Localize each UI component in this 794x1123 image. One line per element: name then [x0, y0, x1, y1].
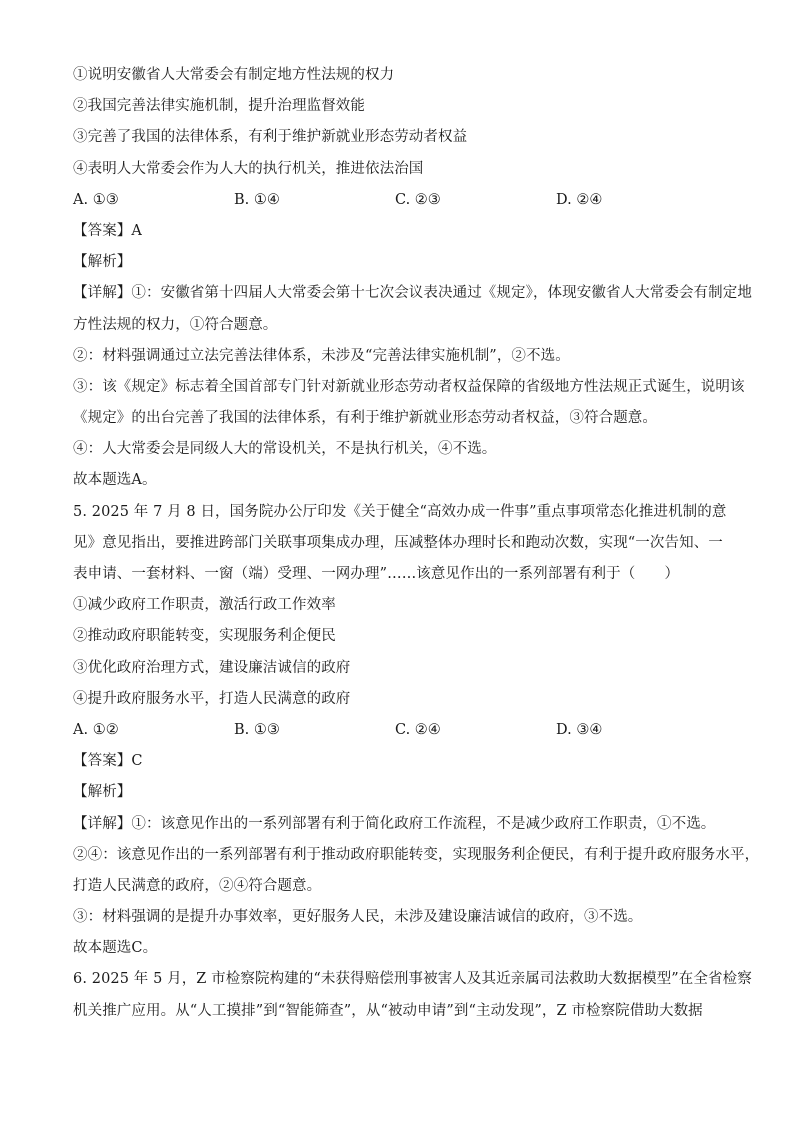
answer-options	[73, 185, 733, 216]
document-page	[73, 60, 760, 1027]
option-b: B. ①④	[234, 191, 280, 208]
question-stem: 机关推广应用。从“人工摸排”到“智能筛查”，从“被动申请”到“主动发现”，Z 市检察院借助大数据	[73, 1002, 703, 1019]
question-stem: 表申请、一套材料、一窗（端）受理、一网办理”……该意见作出的一系列部署有利于（ ）	[73, 566, 680, 582]
question-5	[73, 497, 760, 965]
answer-line: 【答案】A	[73, 222, 142, 239]
option-d: D. ②④	[556, 191, 603, 208]
question-stem: 6. 2025 年 5 月，Z 市检察院构建的“未获得赔偿刑事被害人及其近亲属司法救助大数据模型”在全省检察	[73, 971, 752, 988]
detail-line: 方性法规的权力，①符合题意。	[73, 316, 278, 333]
option-c: C. ②④	[395, 721, 441, 738]
conclusion-line: 故本题选A。	[73, 472, 157, 489]
statement-item: ③优化政府治理方式，建设廉洁诚信的政府	[73, 659, 351, 676]
option-a: A. ①②	[73, 721, 119, 738]
detail-line: ③：该《规定》标志着全国首部专门针对新就业形态劳动者权益保障的省级地方性法规正式诞生，说明该	[73, 378, 745, 395]
answer-options	[73, 715, 733, 746]
question-6	[73, 964, 752, 1026]
detail-line: ②④：该意见作出的一系列部署有利于推动政府职能转变，实现服务利企便民，有利于提升政府服务水平，	[73, 846, 760, 863]
statement-item: ②推动政府职能转变，实现服务利企便民	[73, 628, 336, 645]
statement-item: ④表明人大常委会作为人大的执行机关，推进依法治国	[73, 160, 424, 177]
statement-item: ①说明安徽省人大常委会有制定地方性法规的权力	[73, 67, 395, 83]
statement-item: ③完善了我国的法律体系，有利于维护新就业形态劳动者权益	[73, 129, 468, 146]
detail-line: 【详解】①：该意见作出的一系列部署有利于简化政府工作流程，不是减少政府工作职责，①不选。	[73, 815, 716, 832]
analysis-heading: 【解析】	[73, 254, 132, 271]
answer-line: 【答案】C	[73, 753, 143, 770]
option-b: B. ①③	[234, 721, 280, 738]
option-c: C. ②③	[395, 191, 441, 208]
conclusion-line: 故本题选C。	[73, 940, 158, 957]
option-d: D. ③④	[556, 721, 603, 738]
statement-item: ②我国完善法律实施机制，提升治理监督效能	[73, 98, 365, 115]
question-4	[73, 60, 752, 497]
detail-line: 《规定》的出台完善了我国的法律体系，有利于维护新就业形态劳动者权益，③符合题意。	[73, 410, 657, 427]
detail-line: ②：材料强调通过立法完善法律体系，未涉及“完善法律实施机制”，②不选。	[73, 347, 570, 364]
statement-item: ④提升政府服务水平，打造人民满意的政府	[73, 690, 351, 707]
question-stem: 见》意见指出，要推进跨部门关联事项集成办理，压减整体办理时长和跑动次数，实现“一次告知、一	[73, 534, 723, 551]
detail-line: 【详解】①：安徽省第十四届人大常委会第十七次会议表决通过《规定》，体现安徽省人大常委会有制定地	[73, 285, 752, 302]
analysis-heading: 【解析】	[73, 784, 132, 801]
question-stem: 5. 2025 年 7 月 8 日，国务院办公厅印发《关于健全“高效办成一件事”重点事项常态化推进机制的意	[73, 503, 727, 520]
statement-item: ①减少政府工作职责，激活行政工作效率	[73, 597, 336, 614]
detail-line: 打造人民满意的政府，②④符合题意。	[73, 877, 322, 894]
detail-line: ③：材料强调的是提升办事效率，更好服务人民，未涉及建设廉洁诚信的政府，③不选。	[73, 909, 643, 926]
detail-line: ④：人大常委会是同级人大的常设机关，不是执行机关，④不选。	[73, 441, 497, 458]
option-a: A. ①③	[73, 191, 119, 208]
